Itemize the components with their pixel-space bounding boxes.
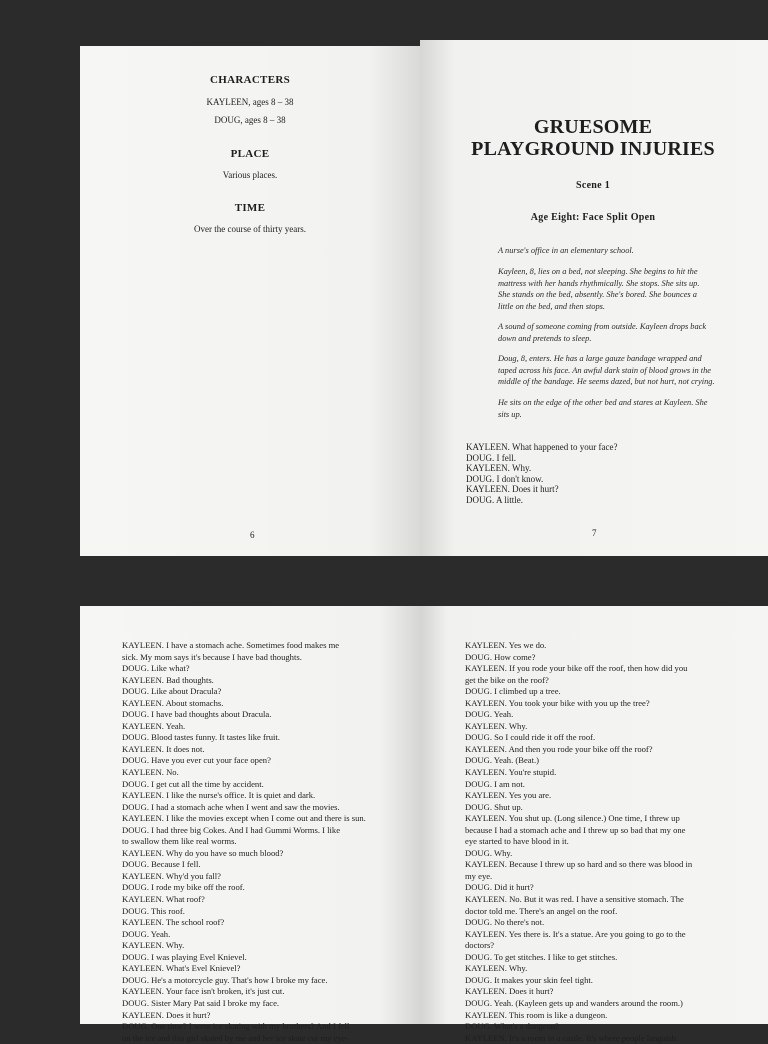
characters-heading: CHARACTERS (209, 74, 290, 86)
dialogue-line: KAYLEEN. Why'd you fall? (122, 870, 221, 881)
title-line-2: PLAYGROUND INJURIES (471, 138, 715, 160)
dialogue-line: KAYLEEN. Why do you have so much blood? (122, 847, 284, 858)
dialogue-line: KAYLEEN. I like the movies except when I come out and there is sun. (122, 813, 366, 824)
dialogue-line: KAYLEEN. What happened to your face? (466, 442, 618, 452)
dialogue-line: DOUG. Like about Dracula? (122, 686, 222, 697)
dialogue-line: DOUG. One time? I went ice skating with my brothers? And I fell (122, 1021, 350, 1032)
dialogue-line: sick. My mom says it's because I have bad thoughts. (122, 651, 302, 662)
dialogue-line: DOUG. Yeah. (122, 928, 171, 939)
dialogue-line: KAYLEEN. You took your bike with you up the tree? (465, 697, 650, 708)
scene-subtitle: Age Eight: Face Split Open (530, 212, 656, 223)
dialogue-line: KAYLEEN. Why. (122, 940, 185, 951)
dialogue-line: KAYLEEN. Because I threw up so hard and so there was blood in (465, 859, 693, 870)
dialogue-line: DOUG. A little. (466, 494, 524, 505)
dialogue-line: DOUG. Yeah. (Kayleen gets up and wanders around the room.) (465, 997, 683, 1008)
dialogue-line: KAYLEEN. No. (122, 767, 179, 778)
dialogue-line: DOUG. I was playing Evel Knievel. (122, 951, 247, 962)
dialogue-line: DOUG. I had three big Cokes. And I had Gummi Worms. I like (122, 824, 341, 835)
dialogue-line: because I had a stomach ache and I threw up so bad that my one (465, 824, 686, 835)
dialogue-line: KAYLEEN. If you rode your bike off the roof, then how did you (465, 663, 688, 674)
dialogue-line: doctor told me. There's an angel on the roof. (465, 905, 618, 916)
dialogue-line: KAYLEEN. Bad thoughts. (122, 674, 214, 685)
page-7 (420, 40, 768, 556)
dialogue-block (466, 442, 617, 506)
dialogue-line: KAYLEEN. No. But it was red. I have a sensitive stomach. The (465, 894, 684, 905)
page-8 (80, 606, 420, 1043)
dialogue-line: eye started to have blood in it. (465, 836, 569, 847)
dialogue-line: DOUG. What's a dungeon? (465, 1021, 559, 1032)
dialogue-line: DOUG. Did it hurt? (465, 882, 534, 893)
stage-direction-5: He sits on the edge of the other bed and stares at Kayleen. She sits up. (498, 398, 708, 419)
dialogue-line: DOUG. This roof. (122, 905, 185, 916)
dialogue-line: DOUG. Shut up. (465, 801, 523, 812)
dialogue-line: DOUG. I fell. (466, 452, 516, 463)
dialogue-line: DOUG. Because I fell. (122, 859, 201, 870)
place-text: Various places. (222, 170, 278, 180)
title-line-1: GRUESOME (533, 116, 653, 138)
dialogue-line: KAYLEEN. You shut up. (Long silence.) One time, I threw up (465, 813, 680, 824)
dialogue-line: DOUG. Like what? (122, 663, 190, 674)
dialogue-line: DOUG. Sister Mary Pat said I broke my face. (122, 997, 280, 1008)
dialogue-block (122, 640, 366, 1044)
time-text: Over the course of thirty years. (194, 224, 306, 234)
dialogue-line: on the ice and this girl skated by me and her ice skate cut my eye- (122, 1032, 349, 1043)
dialogue-line: KAYLEEN. You're stupid. (465, 767, 557, 778)
dialogue-line: get the bike on the roof? (465, 674, 549, 685)
dialogue-line: DOUG. No there's not. (465, 917, 545, 928)
dialogue-line: KAYLEEN. Does it hurt? (465, 986, 554, 997)
dialogue-line: KAYLEEN. Yes you are. (465, 790, 552, 801)
dialogue-line: KAYLEEN. The school roof? (122, 917, 225, 928)
dialogue-line: DOUG. I have bad thoughts about Dracula. (122, 709, 272, 720)
dialogue-line: KAYLEEN. Why. (465, 963, 528, 974)
stage-direction-3: A sound of someone coming from outside. Kayleen drops back down and pretends to sleep. (498, 322, 707, 343)
dialogue-block (465, 640, 692, 1044)
stage-direction-4: Doug, 8, enters. He has a large gauze bandage wrapped and taped across his face. An awful dark stain of blood grows in the middle of the bandage. He seems dazed, but not hurt, not crying. (498, 354, 715, 387)
stage-direction-2: Kayleen, 8, lies on a bed, not sleeping. She begins to hit the mattress with her hands rhythmically. She stops. She sits up. She stands on the bed, absently. She's bored. She bounces a little on the bed, and then stops. (498, 267, 700, 311)
dialogue-line: DOUG. How come? (465, 651, 536, 662)
dialogue-line: KAYLEEN. It's a room in a castle. It's where people languish. (465, 1032, 679, 1043)
dialogue-line: DOUG. I rode my bike off the roof. (122, 882, 245, 893)
dialogue-line: KAYLEEN. Why. (465, 720, 528, 731)
stage-direction-1: A nurse's office in an elementary school. (498, 246, 634, 255)
dialogue-line: KAYLEEN. What's Evel Knievel? (122, 963, 241, 974)
dialogue-line: KAYLEEN. It does not. (122, 743, 205, 754)
dialogue-line: DOUG. I am not. (465, 778, 525, 789)
dialogue-line: DOUG. Why. (465, 847, 513, 858)
dialogue-line: DOUG. Yeah. (Beat.) (465, 755, 539, 766)
dialogue-line: DOUG. So I could ride it off the roof. (465, 732, 596, 743)
page-number: 6 (250, 530, 255, 540)
dialogue-line: DOUG. I had a stomach ache when I went and saw the movies. (122, 801, 340, 812)
page-9 (420, 606, 768, 1043)
dialogue-line: DOUG. To get stitches. I like to get stitches. (465, 951, 618, 962)
dialogue-line: DOUG. Blood tastes funny. It tastes like fruit. (122, 732, 280, 743)
character-kayleen: KAYLEEN, ages 8 – 38 (206, 97, 294, 107)
page-6 (80, 46, 420, 556)
dialogue-line: KAYLEEN. Your face isn't broken, it's just cut. (122, 986, 285, 997)
dialogue-line: doctors? (465, 940, 495, 951)
time-heading: TIME (234, 202, 266, 214)
dialogue-line: KAYLEEN. Does it hurt? (122, 1009, 211, 1020)
dialogue-line: my eye. (465, 870, 493, 881)
dialogue-line: KAYLEEN. Yeah. (122, 720, 186, 731)
dialogue-line: KAYLEEN. Why. (466, 463, 532, 474)
scene-heading: Scene 1 (575, 180, 611, 191)
dialogue-line: KAYLEEN. I like the nurse's office. It is quiet and dark. (122, 790, 316, 801)
dialogue-line: KAYLEEN. Yes there is. It's a statue. Are you going to go to the (465, 928, 686, 939)
dialogue-line: KAYLEEN. Does it hurt? (466, 484, 559, 495)
dialogue-line: KAYLEEN. I have a stomach ache. Sometimes food makes me (122, 640, 340, 650)
dialogue-line: DOUG. I get cut all the time by accident. (122, 778, 264, 789)
dialogue-line: KAYLEEN. What roof? (122, 894, 205, 905)
dialogue-line: DOUG. It makes your skin feel tight. (465, 974, 593, 985)
dialogue-line: KAYLEEN. And then you rode your bike off the roof? (465, 743, 653, 754)
dialogue-line: DOUG. He's a motorcycle guy. That's how I broke my face. (122, 974, 328, 985)
dialogue-line: DOUG. Yeah. (465, 709, 514, 720)
play-title (450, 116, 736, 160)
dialogue-line: DOUG. Have you ever cut your face open? (122, 755, 271, 766)
character-doug: DOUG, ages 8 – 38 (214, 115, 286, 125)
dialogue-line: KAYLEEN. Yes we do. (465, 640, 547, 650)
page-number: 7 (592, 528, 597, 538)
dialogue-line: DOUG. I don't know. (466, 473, 544, 484)
dialogue-line: DOUG. I climbed up a tree. (465, 686, 561, 697)
place-heading: PLACE (230, 148, 270, 160)
dialogue-line: to swallow them like real worms. (122, 836, 237, 847)
dialogue-line: KAYLEEN. About stomachs. (122, 697, 224, 708)
dialogue-line: KAYLEEN. This room is like a dungeon. (465, 1009, 608, 1020)
